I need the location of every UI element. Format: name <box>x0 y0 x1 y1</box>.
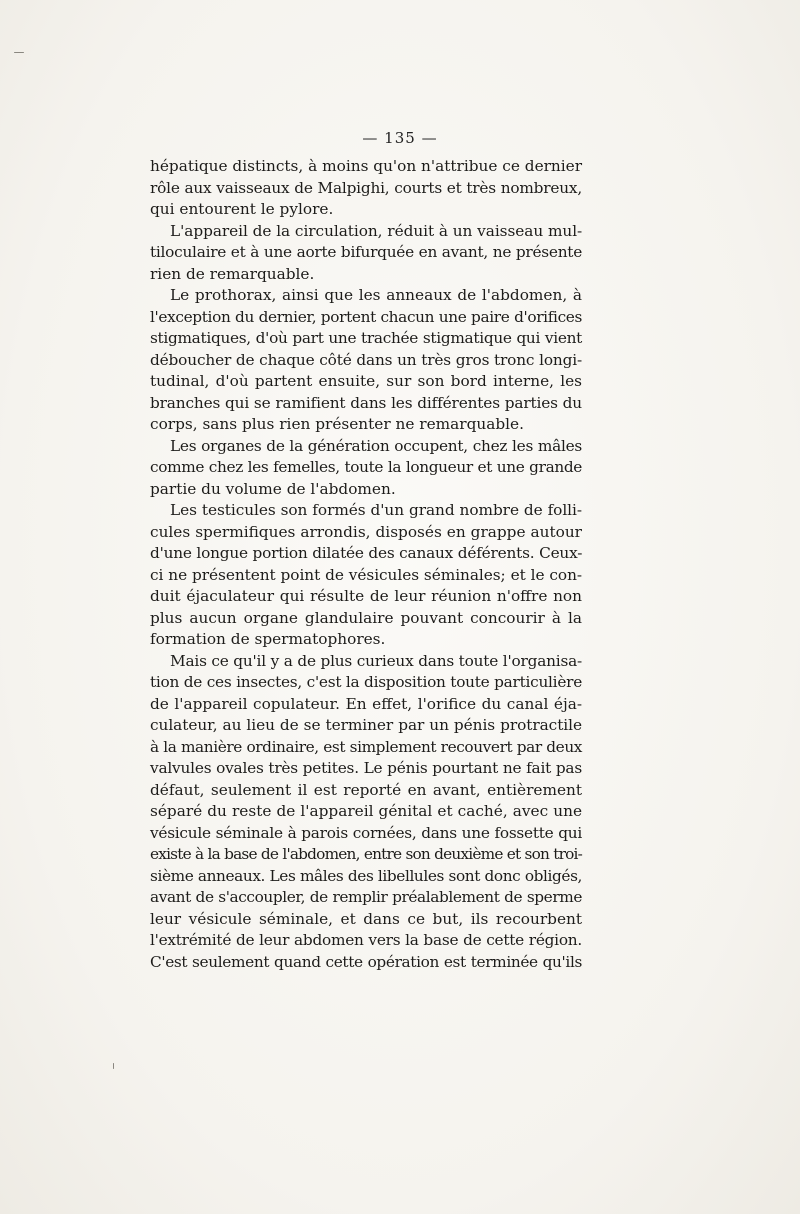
text-line: tiloculaire et à une aorte bifurquée en avant, ne présente <box>150 243 582 261</box>
text-line: rôle aux vaisseaux de Malpighi, courts et très nombreux, <box>150 178 582 197</box>
text-line: défaut, seulement il est reporté en avant, entièrement <box>150 780 582 799</box>
text-line: ci ne présentent point de vésicules séminales; et le con- <box>150 565 582 584</box>
text-line: culateur, au lieu de se terminer par un pénis protractile <box>150 716 582 734</box>
text-line: l'exception du dernier, portent chacun une paire d'orifices <box>150 307 582 326</box>
text-line: vésicule séminale à parois cornées, dans une fossette qui <box>150 823 582 842</box>
text-line: Le prothorax, ainsi que les anneaux de l'abdomen, à <box>170 286 582 304</box>
text-line: comme chez les femelles, toute la longueur et une grande <box>150 458 582 476</box>
text-line: d'une longue portion dilatée des canaux déférents. Ceux- <box>150 544 583 562</box>
text-line: leur vésicule séminale, et dans ce but, ils recourbent <box>150 909 582 928</box>
text-line: Les organes de la génération occupent, chez les mâles <box>170 436 582 455</box>
text-line: l'extrémité de leur abdomen vers la base de cette région. <box>150 931 582 949</box>
text-line: sième anneaux. Les mâles des libellules sont donc obligés, <box>150 866 582 885</box>
text-line: existe à la base de l'abdomen, entre son deuxième et son troi- <box>150 845 582 863</box>
text-line: avant de s'accoupler, de remplir préalablement de sperme <box>150 888 582 906</box>
text-line: qui entourent le pylore. <box>150 200 334 218</box>
text-line: formation de spermatophores. <box>150 630 386 648</box>
text-line: valvules ovales très petites. Le pénis pourtant ne fait pas <box>150 759 582 777</box>
text-line: L'appareil de la circulation, réduit à un vaisseau mul- <box>170 221 583 240</box>
page-number: — 135 — <box>362 129 438 147</box>
text-line: séparé du reste de l'appareil génital et caché, avec une <box>150 802 582 820</box>
text-line: tion de ces insectes, c'est la disposition toute particulière <box>150 673 582 691</box>
text-line: Les testicules son formés d'un grand nombre de folli- <box>170 501 582 519</box>
text-line: de l'appareil copulateur. En effet, l'orifice du canal éja- <box>150 694 582 713</box>
body-text <box>150 156 582 973</box>
text-line: rien de remarquable. <box>150 264 315 283</box>
scan-speck <box>113 1063 114 1069</box>
text-line: cules spermifiques arrondis, disposés en grappe autour <box>150 522 582 541</box>
text-line: Mais ce qu'il y a de plus curieux dans toute l'organisa- <box>170 651 582 670</box>
text-line: tudinal, d'où partent ensuite, sur son bord interne, les <box>150 372 582 390</box>
text-line: corps, sans plus rien présenter ne remarquable. <box>150 415 524 433</box>
text-line: plus aucun organe glandulaire pouvant concourir à la <box>150 608 582 627</box>
scan-speck <box>14 52 24 53</box>
text-line: duit éjaculateur qui résulte de leur réunion n'offre non <box>150 587 582 605</box>
text-line: stigmatiques, d'où part une trachée stigmatique qui vient <box>150 329 582 347</box>
text-line: branches qui se ramifient dans les différentes parties du <box>150 393 582 412</box>
text-line: hépatique distincts, à moins qu'on n'attribue ce dernier <box>150 157 583 175</box>
text-line: à la manière ordinaire, est simplement recouvert par deux <box>150 737 582 756</box>
text-line: partie du volume de l'abdomen. <box>150 479 396 498</box>
text-line: déboucher de chaque côté dans un très gros tronc longi- <box>150 350 582 369</box>
text-line: C'est seulement quand cette opération est terminée qu'ils <box>150 952 582 971</box>
